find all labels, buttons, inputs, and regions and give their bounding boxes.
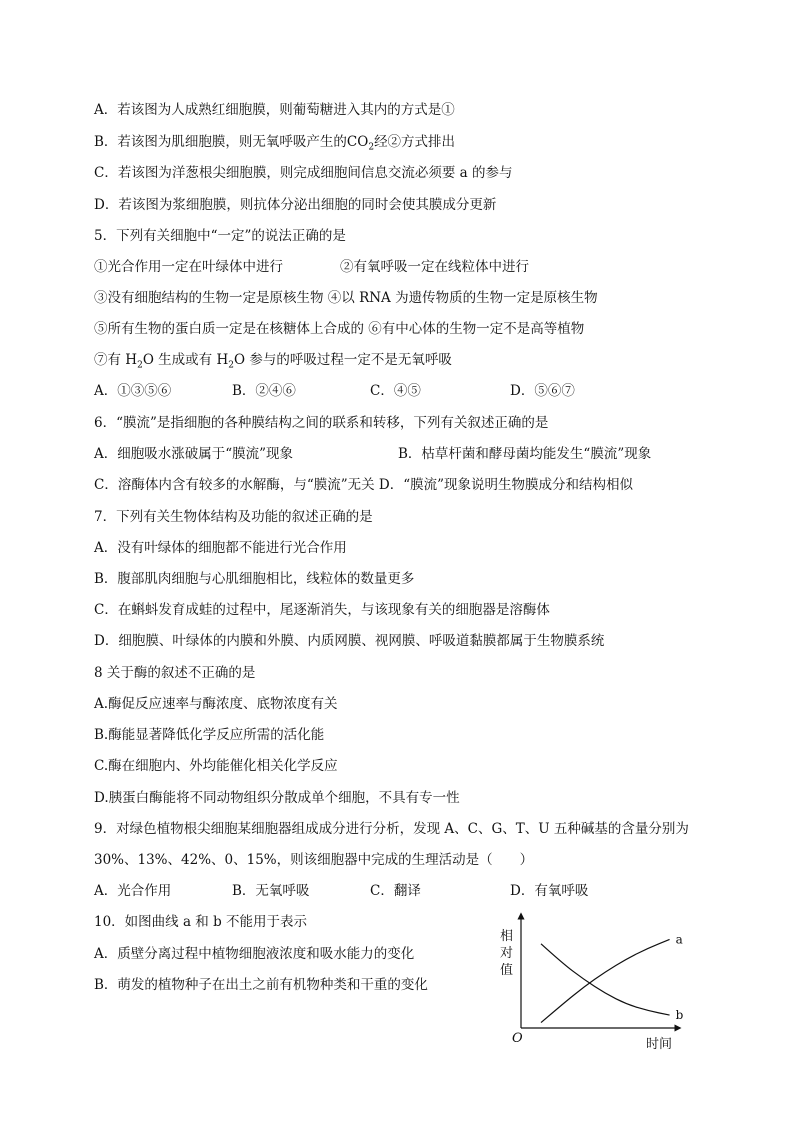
series-line-b [541,944,670,1015]
q5-statement-2: ②有氧呼吸一定在线粒体中进行 [340,259,529,275]
q4-option-a: A．若该图为人成熟红细胞膜，则葡萄糖进入其内的方式是① [94,102,455,118]
q4-option-b-pre: B．若该图为肌细胞膜，则无氧呼吸产生的CO [94,134,369,150]
series-layer [541,932,684,1022]
q5-statement-5-6: ⑤所有生物的蛋白质一定是在核糖体上合成的 ⑥有中心体的生物一定不是高等植物 [94,321,585,337]
q9-stem-line-1: 9．对绿色植物根尖细胞某细胞器组成成分进行分析，发现 A、C、G、T、U 五种碱基的含量分别为 [94,821,689,837]
q6-stem: 6．“膜流”是指细胞的各种膜结构之间的联系和转移，下列有关叙述正确的是 [94,415,549,431]
q4-option-b [94,133,455,157]
q5-s7-mid: O 生成或有 H [142,352,229,368]
q8-option-d: D.胰蛋白酶能将不同动物组织分散成单个细胞，不具有专一性 [94,790,460,806]
series-label-a: a [675,932,683,947]
q10-stem: 10．如图曲线 a 和 b 不能用于表示 [94,914,308,930]
q5-s7-sub1: 2 [137,360,143,371]
q8-option-a: A.酶促反应速率与酶浓度、底物浓度有关 [94,696,338,712]
q5-statement-7 [94,351,452,375]
series-line-a [541,939,670,1022]
curve-chart [486,910,686,1060]
q7-option-a: A．没有叶绿体的细胞都不能进行光合作用 [94,540,347,556]
q8-stem: 8 关于酶的叙述不正确的是 [94,665,256,681]
q4-option-c: C．若该图为洋葱根尖细胞膜，则完成细胞间信息交流必须要 a 的参与 [94,165,513,181]
y-axis-label-char-2: 对 [500,946,514,961]
q5-s7-pre: ⑦有 H [94,352,138,368]
series-label-b: b [675,1008,684,1023]
q6-option-a: A．细胞吸水涨破属于“膜流”现象 [94,446,294,462]
q7-option-b: B．腹部肌肉细胞与心肌细胞相比，线粒体的数量更多 [94,571,415,587]
q10-option-a: A．质壁分离过程中植物细胞液浓度和吸水能力的变化 [94,946,415,962]
q5-s7-sub2: 2 [228,360,234,371]
q5-option-b: B．②④⑥ [232,383,296,399]
q9-option-b: B．无氧呼吸 [232,883,310,899]
q7-option-c: C．在蝌蚪发育成蛙的过程中，尾逐渐消失，与该现象有关的细胞器是溶酶体 [94,602,550,618]
x-axis-label: 时间 [646,1037,673,1052]
q8-option-c: C.酶在细胞内、外均能催化相关化学反应 [94,758,338,774]
q9-stem-line-2: 30%、13%、42%、0、15%，则该细胞器中完成的生理活动是（ ） [94,852,534,868]
q5-option-a: A．①③⑤⑥ [94,383,172,399]
q5-s7-post: O 参与的呼吸过程一定不是无氧呼吸 [233,352,452,368]
q9-option-c: C．翻译 [370,883,421,899]
q5-option-c: C．④⑤ [370,383,421,399]
q7-stem: 7．下列有关生物体结构及功能的叙述正确的是 [94,509,373,525]
q4-option-d: D．若该图为浆细胞膜，则抗体分泌出细胞的同时会使其膜成分更新 [94,197,497,213]
q5-statement-3-4: ③没有细胞结构的生物一定是原核生物 ④以 RNA 为遗传物质的生物一定是原核生物 [94,290,598,306]
q5-option-d: D．⑤⑥⑦ [510,383,575,399]
q6-option-b: B．枯草杆菌和酵母菌均能发生“膜流”现象 [398,446,652,462]
q5-stem: 5．下列有关细胞中“一定”的说法正确的是 [94,228,346,244]
origin-label: O [512,1031,523,1046]
q6-option-c-d: C．溶酶体内含有较多的水解酶，与“膜流”无关 D．“膜流”现象说明生物膜成分和结构相似 [94,477,634,493]
y-axis-label-char-1: 相 [500,929,514,944]
q4-option-b-post: 经②方式排出 [374,134,456,150]
q9-option-a: A．光合作用 [94,883,172,899]
q9-option-d: D．有氧呼吸 [510,883,589,899]
q8-option-b: B.酶能显著降低化学反应所需的活化能 [94,727,325,743]
q7-option-d: D．细胞膜、叶绿体的内膜和外膜、内质网膜、视网膜、呼吸道黏膜都属于生物膜系统 [94,633,605,649]
q4-option-b-sub: 2 [368,142,375,153]
q5-statement-1: ①光合作用一定在叶绿体中进行 [94,259,283,275]
y-axis-label-char-3: 值 [500,963,514,978]
q10-option-b: B．萌发的植物种子在出土之前有机物种类和干重的变化 [94,977,428,993]
